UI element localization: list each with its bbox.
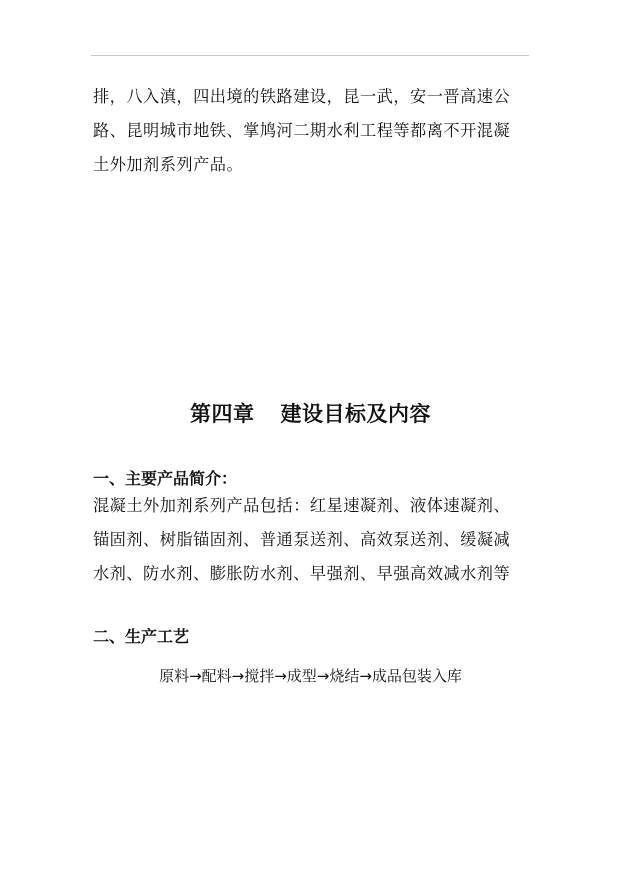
header-rule	[91, 55, 529, 56]
chapter-number: 第四章	[190, 402, 255, 426]
section-heading-process: 二、生产工艺	[93, 627, 190, 646]
chapter-title	[0, 398, 621, 428]
chapter-name: 建设目标及内容	[280, 402, 431, 426]
intro-paragraph: 排，八入滇，四出境的铁路建设，昆一武，安一晋高速公路、昆明城市地铁、掌鸠河二期水利工程等都离不开混凝土外加剂系列产品。	[93, 87, 511, 174]
section-heading-products: 一、主要产品简介：	[93, 469, 238, 488]
process-flow: 原料→配料→搅拌→成型→烧结→成品包装入库	[159, 667, 462, 685]
products-paragraph: 混凝土外加剂系列产品包括：红星速凝剂、液体速凝剂、锚固剂、树脂锚固剂、普通泵送剂、高效泵送剂、缓凝减水剂、防水剂、膨胀防水剂、早强剂、早强高效减水剂等	[93, 496, 511, 583]
